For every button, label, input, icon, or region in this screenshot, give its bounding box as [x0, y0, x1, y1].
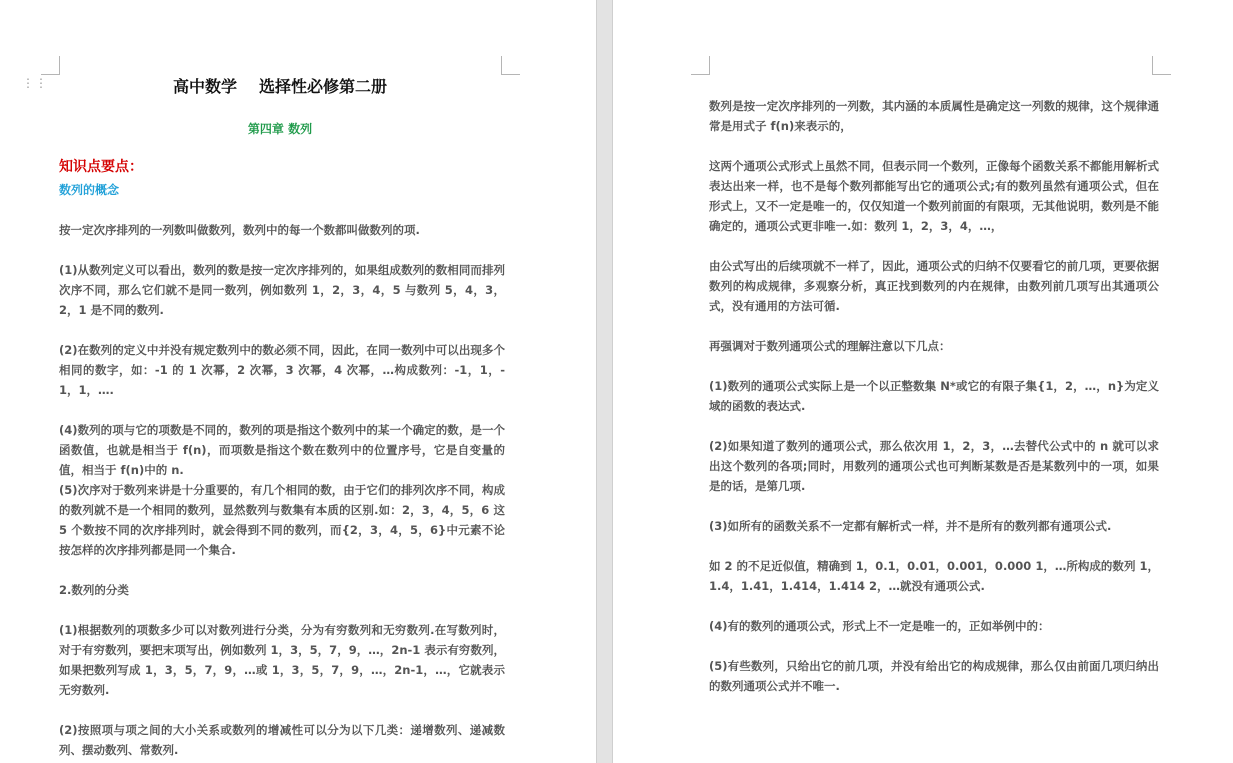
paragraph: (1)从数列定义可以看出，数列的数是按一定次序排列的，如果组成数列的数相同而排列次序不同，那么它们就不是同一数列，例如数列 1，2，3，4，5 与数列 5，4，3，2，1 是不同的数列. [59, 263, 505, 317]
paragraph: 由公式写出的后续项就不一样了，因此，通项公式的归纳不仅要看它的前几项，更要依据数列的构成规律，多观察分析，真正找到数列的内在规律，由数列前几项写出其通项公式，没有通用的方法可循. [709, 259, 1159, 313]
left-page-body [59, 220, 505, 763]
paragraph: (1)根据数列的项数多少可以对数列进行分类，分为有穷数列和无穷数列.在写数列时，对于有穷数列，要把末项写出，例如数列 1，3，5，7，9，…，2n-1 表示有穷数列，如果把数列写成 1，3，5，7，9，…或 1，3，5，7，9，…，2n-1，…，它就表示无穷数列. [59, 623, 505, 697]
page-corner-mark [691, 56, 710, 75]
paragraph: 数列是按一定次序排列的一列数，其内涵的本质属性是确定这一列数的规律，这个规律通常是用式子 f(n)来表示的， [709, 99, 1159, 133]
drag-handle-icon[interactable]: ⋮⋮ [22, 76, 48, 90]
paragraph: (4)有的数列的通项公式，形式上不一定是唯一的，正如举例中的： [709, 619, 1050, 633]
paragraph: (5)有些数列，只给出它的前几项，并没有给出它的构成规律，那么仅由前面几项归纳出的数列通项公式并不唯一. [709, 659, 1159, 693]
paragraph: (1)数列的通项公式实际上是一个以正整数集 N*或它的有限子集{1，2，…，n}为定义域的函数的表达式. [709, 379, 1159, 413]
page-corner-mark [41, 56, 60, 75]
title-book: 选择性必修第二册 [259, 77, 388, 96]
knowledge-points-heading: 知识点要点： [59, 159, 143, 175]
section-heading: 2.数列的分类 [59, 583, 129, 597]
paragraph: 再强调对于数列通项公式的理解注意以下几点： [709, 339, 951, 353]
paragraph: (2)按照项与项之间的大小关系或数列的增减性可以分为以下几类：递增数列、递减数列、摆动数列、常数列. [59, 723, 505, 757]
paragraph: (3)如所有的函数关系不一定都有解析式一样，并不是所有的数列都有通项公式. [709, 519, 1112, 533]
document-page-right [613, 0, 1233, 763]
document-page-left [0, 0, 596, 763]
paragraph: (4)数列的项与它的项数是不同的，数列的项是指这个数列中的某一个确定的数，是一个函数值，也就是相当于 f(n)，而项数是指这个数在数列中的位置序号，它是自变量的值，相当于 f(n)中的 n. [59, 423, 505, 477]
document-title [0, 74, 560, 97]
paragraph: (2)如果知道了数列的通项公式，那么依次用 1，2，3，…去替代公式中的 n 就可以求出这个数列的各项;同时，用数列的通项公式也可判断某数是否是某数列中的一项，如果是的话，是第几项. [709, 439, 1159, 493]
sequence-concept-heading: 数列的概念 [59, 183, 120, 197]
right-page-body [709, 96, 1159, 716]
paragraph: 按一定次序排列的一列数叫做数列，数列中的每一个数都叫做数列的项. [59, 223, 420, 237]
page-corner-mark [1152, 56, 1171, 75]
page-corner-mark [501, 56, 520, 75]
paragraph: (2)在数列的定义中并没有规定数列中的数必须不同，因此，在同一数列中可以出现多个相同的数字，如：-1 的 1 次幂，2 次幂，3 次幂，4 次幂，…构成数列：-1，1，-1，1，…. [59, 343, 505, 397]
paragraph: (5)次序对于数列来讲是十分重要的，有几个相同的数，由于它们的排列次序不同，构成的数列就不是一个相同的数列，显然数列与数集有本质的区别.如：2，3，4，5，6 这 5 个数按不同的次序排列时，就会得到不同的数列，而{2，3，4，5，6}中元素不论按怎样的次序排列都是同一个集合. [59, 483, 505, 557]
page-gutter [596, 0, 613, 763]
chapter-heading: 第四章 数列 [247, 122, 313, 136]
paragraph: 如 2 的不足近似值，精确到 1，0.1，0.01，0.001，0.000 1，…所构成的数列 1，1.4，1.41，1.414，1.414 2，…就没有通项公式. [709, 559, 1159, 593]
paragraph: 这两个通项公式形式上虽然不同，但表示同一个数列，正像每个函数关系不都能用解析式表达出来一样，也不是每个数列都能写出它的通项公式;有的数列虽然有通项公式，但在形式上，又不一定是唯一的，仅仅知道一个数列前面的有限项，无其他说明，数列是不能确定的，通项公式更非唯一.如：数列 1，2，3，4，…， [709, 159, 1159, 233]
title-subject: 高中数学 [172, 77, 237, 96]
